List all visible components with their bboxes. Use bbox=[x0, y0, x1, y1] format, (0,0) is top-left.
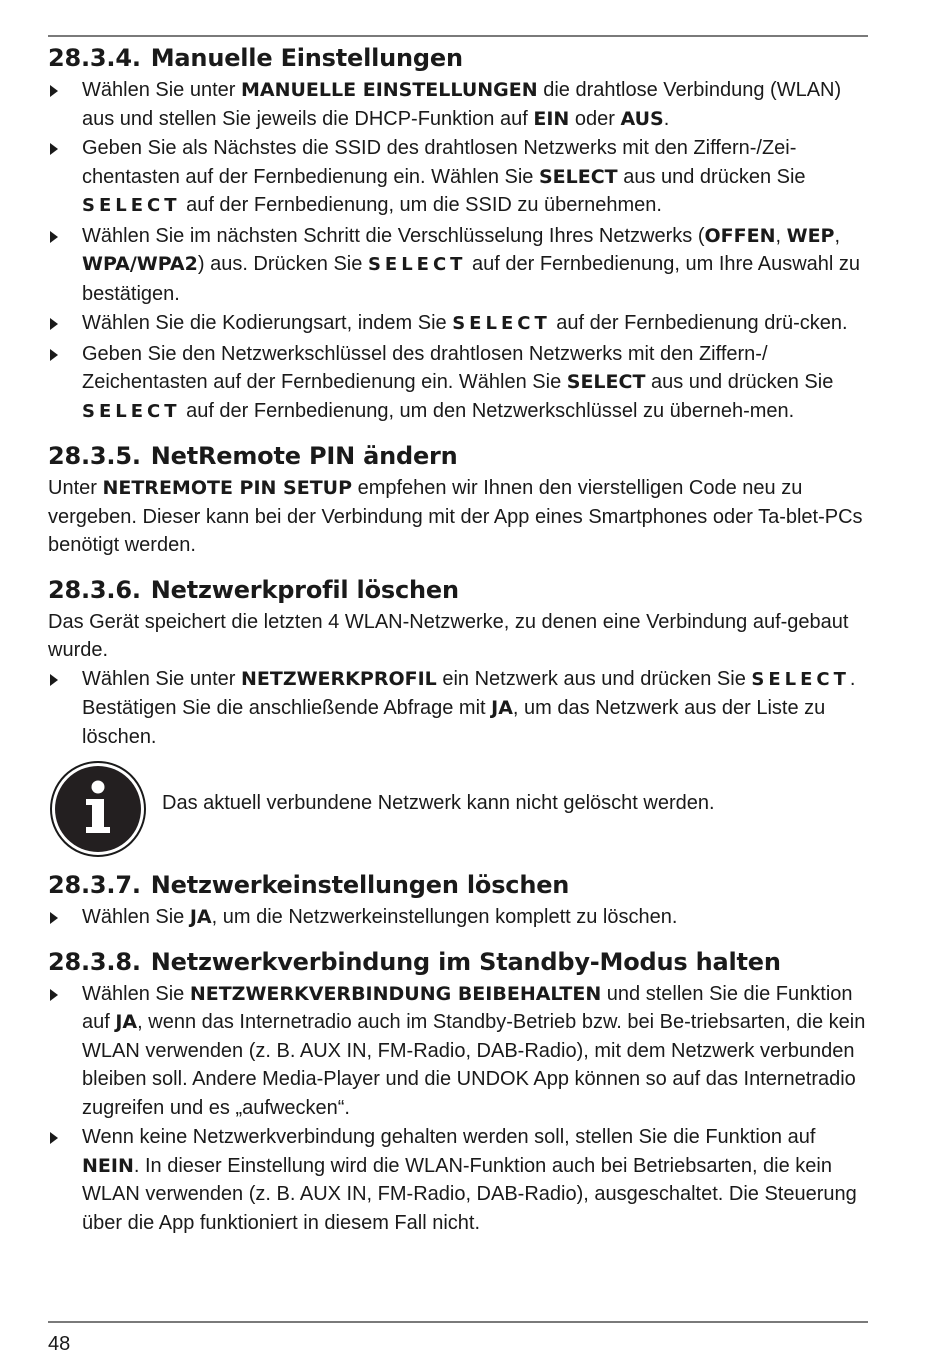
section-number: 28.3.5. bbox=[48, 442, 141, 470]
triangle-right-icon bbox=[50, 349, 58, 361]
section-title: Manuelle Einstellungen bbox=[150, 44, 463, 72]
triangle-right-icon bbox=[50, 1132, 58, 1144]
info-note bbox=[48, 761, 868, 861]
section-heading bbox=[48, 869, 868, 901]
list-item: Wählen Sie unter NETZWERKPROFIL ein Netzwerk aus und drücken Sie SELECT. Bestätigen Sie die anschließende Abfrage mit JA, um das Netzwerk aus der Liste zu löschen. bbox=[48, 665, 868, 752]
section-number: 28.3.6. bbox=[48, 575, 141, 604]
note-text: Das aktuell verbundene Netzwerk kann nicht gelöscht werden. bbox=[162, 792, 715, 814]
bullet-list bbox=[48, 665, 868, 752]
section-title: NetRemote PIN ändern bbox=[150, 442, 458, 470]
section-title: Netzwerkprofil löschen bbox=[150, 575, 459, 604]
section-number: 28.3.7. bbox=[48, 871, 141, 899]
section-number: 28.3.8. bbox=[48, 947, 141, 976]
triangle-right-icon bbox=[50, 912, 58, 924]
triangle-right-icon bbox=[50, 989, 58, 1001]
section-netzwerkeinstellungen bbox=[48, 869, 868, 932]
page-number: 48 bbox=[48, 1333, 71, 1355]
section-manuelle-einstellungen bbox=[48, 42, 868, 426]
section-netzwerkprofil bbox=[48, 574, 868, 862]
section-heading bbox=[48, 574, 868, 606]
triangle-right-icon bbox=[50, 85, 58, 97]
section-standby-netzwerk bbox=[48, 946, 868, 1238]
bullet-list bbox=[48, 76, 868, 426]
list-item: Geben Sie als Nächstes die SSID des drahtlosen Netzwerks mit den Ziffern-/Zei-chentasten auf der Fernbedienung ein. Wählen Sie SELECT aus und drücken Sie SELECT auf der Fernbedienung, um die SSID zu übernehmen. bbox=[48, 134, 868, 221]
triangle-right-icon bbox=[50, 143, 58, 155]
section-title: Netzwerkverbindung im Standby-Modus halten bbox=[150, 947, 781, 976]
bullet-list bbox=[48, 980, 868, 1238]
paragraph: Unter NETREMOTE PIN SETUP empfehen wir Ihnen den vierstelligen Code neu zu vergeben. Dieser kann bei der Verbindung mit der App eines Smartphones oder Ta-blet-PCs benötigt werden. bbox=[48, 477, 863, 556]
page-content bbox=[48, 42, 868, 1251]
bottom-rule bbox=[48, 1321, 868, 1323]
info-icon bbox=[50, 761, 146, 857]
list-item: Geben Sie den Netzwerkschlüssel des drahtlosen Netzwerks mit den Ziffern-/ Zeichentasten auf der Fernbedienung ein. Wählen Sie SELECT aus und drücken Sie SELECT auf der Fernbedienung, um den Netzwerkschlüssel zu überneh-men. bbox=[48, 340, 868, 427]
triangle-right-icon bbox=[50, 674, 58, 686]
section-heading bbox=[48, 440, 868, 472]
list-item: Wählen Sie die Kodierungsart, indem Sie SELECT auf der Fernbedienung drü-cken. bbox=[48, 309, 868, 339]
section-netremote-pin bbox=[48, 440, 868, 560]
list-item: Wenn keine Netzwerkverbindung gehalten werden soll, stellen Sie die Funktion auf NEIN. In dieser Einstellung wird die WLAN-Funktion auch bei Betriebsarten, die kein WLAN verwenden (z. B. AUX IN, FM-Radio, DAB-Radio), ausgeschaltet. Die Steuerung über die App funktioniert in diesem Fall nicht. bbox=[48, 1123, 868, 1237]
section-number: 28.3.4. bbox=[48, 44, 141, 72]
section-heading bbox=[48, 42, 868, 74]
list-item: Wählen Sie JA, um die Netzwerkeinstellungen komplett zu löschen. bbox=[48, 903, 868, 932]
top-rule bbox=[48, 35, 868, 37]
triangle-right-icon bbox=[50, 318, 58, 330]
list-item: Wählen Sie unter MANUELLE EINSTELLUNGEN die drahtlose Verbindung (WLAN) aus und stellen Sie jeweils die DHCP-Funktion auf EIN oder AUS. bbox=[48, 76, 868, 133]
section-heading bbox=[48, 946, 868, 978]
triangle-right-icon bbox=[50, 231, 58, 243]
section-title: Netzwerkeinstellungen löschen bbox=[150, 871, 570, 899]
list-item: Wählen Sie im nächsten Schritt die Verschlüsselung Ihres Netzwerks (OFFEN, WEP, WPA/WPA2) aus. Drücken Sie SELECT auf der Fernbedienung, um Ihre Auswahl zu bestätigen. bbox=[48, 222, 868, 309]
bullet-list bbox=[48, 903, 868, 932]
list-item: Wählen Sie NETZWERKVERBINDUNG BEIBEHALTEN und stellen Sie die Funktion auf JA, wenn das Internetradio auch im Standby-Betrieb bzw. bei Be-triebsarten, die kein WLAN verwenden (z. B. AUX IN, FM-Radio, DAB-Radio), mit dem Netzwerk verbunden bleiben soll. Andere Media-Player und die UNDOK App können so auf das Internetradio zugreifen und es „aufwecken“. bbox=[48, 980, 868, 1123]
paragraph: Das Gerät speichert die letzten 4 WLAN-Netzwerke, zu denen eine Verbindung auf-gebaut wurde. bbox=[48, 610, 849, 661]
